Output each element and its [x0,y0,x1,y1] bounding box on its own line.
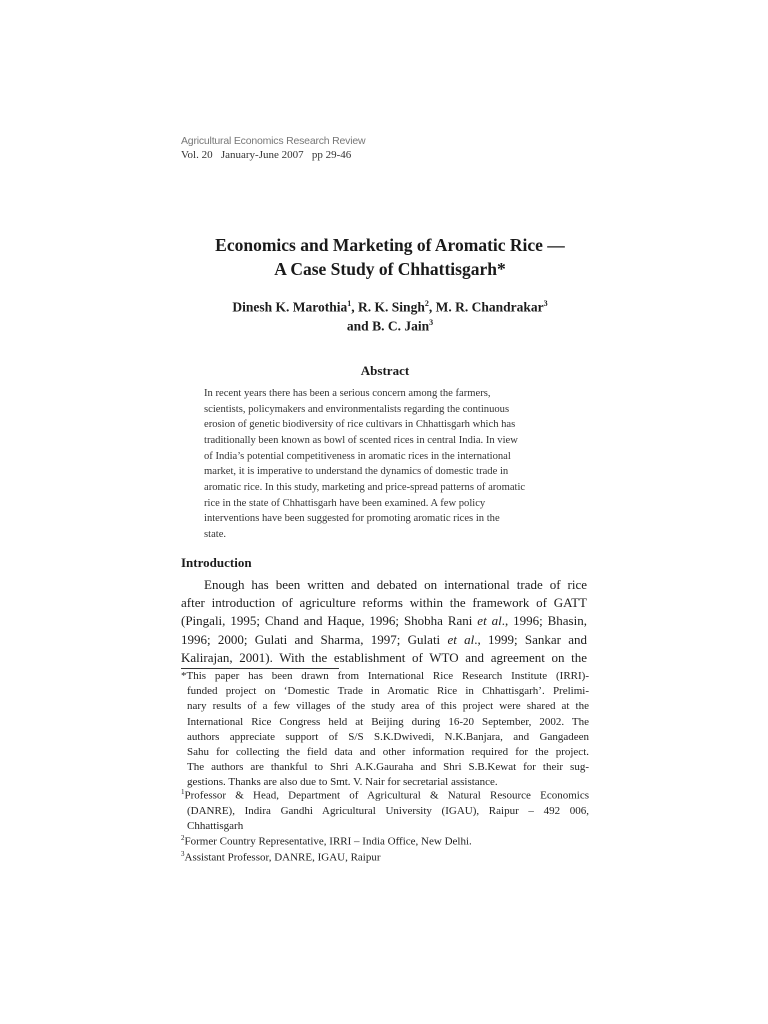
citation-text: ., 1996; Bhasin, [501,613,587,629]
abstract-line: state. [204,528,227,540]
footnote-mark: 2 [181,834,185,842]
paragraph-line [181,612,587,630]
footnote-text: Assistant Professor, DANRE, IGAU, Raipur [184,851,381,864]
abstract-line: traditionally been known as bowl of scented rices in central India. In view [204,434,518,446]
paragraph-line [181,631,587,649]
abstract-line: In recent years there has been a serious concern among the farmers, [204,388,491,399]
affiliation-mark: 1 [347,299,352,308]
abstract-heading: Abstract [360,363,410,378]
footnote-mark: 3 [181,850,185,858]
affiliation-mark: 2 [424,299,429,308]
footnote-line: Chhattisgarh [187,820,244,833]
abstract-line: scientists, policymakers and environmentalists regarding the continuous [204,403,510,415]
footnote-line [181,847,589,866]
footnote-line: (DANRE), Indira Gandhi Agricultural University (IGAU), Raipur – 492 006, [187,804,589,817]
italic-et-al: et al [447,631,475,647]
footnote-text: Professor & Head, Department of Agricultural & Natural Resource Economics [184,789,589,802]
footnote-line: International Rice Congress held at Beijing during 16-20 September, 2002. The [187,715,589,728]
abstract-line: of India’s potential competitiveness in aromatic rices in the international [204,450,511,462]
author-name: , R. K. Singh [351,299,425,315]
paper-title-line-2: A Case Study of Chhattisgarh* [274,259,506,279]
footnote-line [181,785,589,804]
introduction-paragraph [181,576,587,667]
citation-text: (Pingali, 1995; Chand and Haque, 1996; Shobha Rani [181,613,478,629]
citation-text: ., 1999; Sankar and [474,631,587,647]
abstract-line: rice in the state of Chhattisgarh have been examined. A few policy [204,497,486,509]
footnote-line: *This paper has been drawn from International Rice Research Institute (IRRI)- [181,670,589,682]
abstract-line: erosion of genetic biodiversity of rice cultivars in Chhattisgarh which has [204,419,516,431]
abstract-line: interventions have been suggested for promoting aromatic rices in the [204,513,500,525]
footnote-line: Sahu for collecting the field data and other information required for the project. [187,746,589,759]
footnote-3 [181,847,589,866]
footnote-text: Former Country Representative, IRRI – India Office, New Delhi. [184,835,472,848]
footnote-line: funded project on ‘Domestic Trade in Aromatic Rice in Chhattisgarh’. Prelimi- [187,685,589,698]
footnote-mark: 1 [181,788,185,796]
affiliation-mark: 3 [543,299,548,308]
author-name: Dinesh K. Marothia [232,299,348,315]
abstract-body [204,386,567,543]
abstract-line: aromatic rice. In this study, marketing and price-spread patterns of aromatic [204,481,526,493]
author-list-line-2 [150,318,630,335]
footnote-line: The authors are thankful to Shri A.K.Gauraha and Shri S.B.Kewat for their sug- [187,761,589,774]
journal-name: Agricultural Economics Research Review [181,135,366,147]
author-name: and B. C. Jain [346,318,430,334]
abstract-line: market, it is imperative to understand the dynamics of domestic trade in [204,466,509,478]
footnote-star [181,669,589,791]
footnote-line: authors appreciate support of S/S S.K.Dwivedi, N.K.Banjara, and Gangadeen [187,730,589,743]
paragraph-line: Kalirajan, 2001). With the establishment of WTO and agreement on the [181,649,587,665]
paragraph-line: after introduction of agriculture reforms within the framework of GATT [181,595,587,611]
footnote-line: gestions. Thanks are also due to Smt. V. Nair for secretarial assistance. [187,776,498,789]
author-name: , M. R. Chandrakar [428,299,544,315]
paper-title-line-1: Economics and Marketing of Aromatic Rice — [215,235,565,255]
section-heading-introduction: Introduction [181,555,252,570]
affiliation-mark: 3 [429,318,434,327]
citation-text: 1996; 2000; Gulati and Sharma, 1997; Gulati [181,631,448,647]
italic-et-al: et al [477,613,502,629]
paragraph-line: Enough has been written and debated on international trade of rice [204,577,587,592]
footnote-line: nary results of a few villages of the study area of this project were shared at the [187,700,589,713]
author-list [150,299,630,316]
footnote-1 [181,785,589,834]
journal-issue: Vol. 20 January-June 2007 pp 29-46 [181,149,352,161]
